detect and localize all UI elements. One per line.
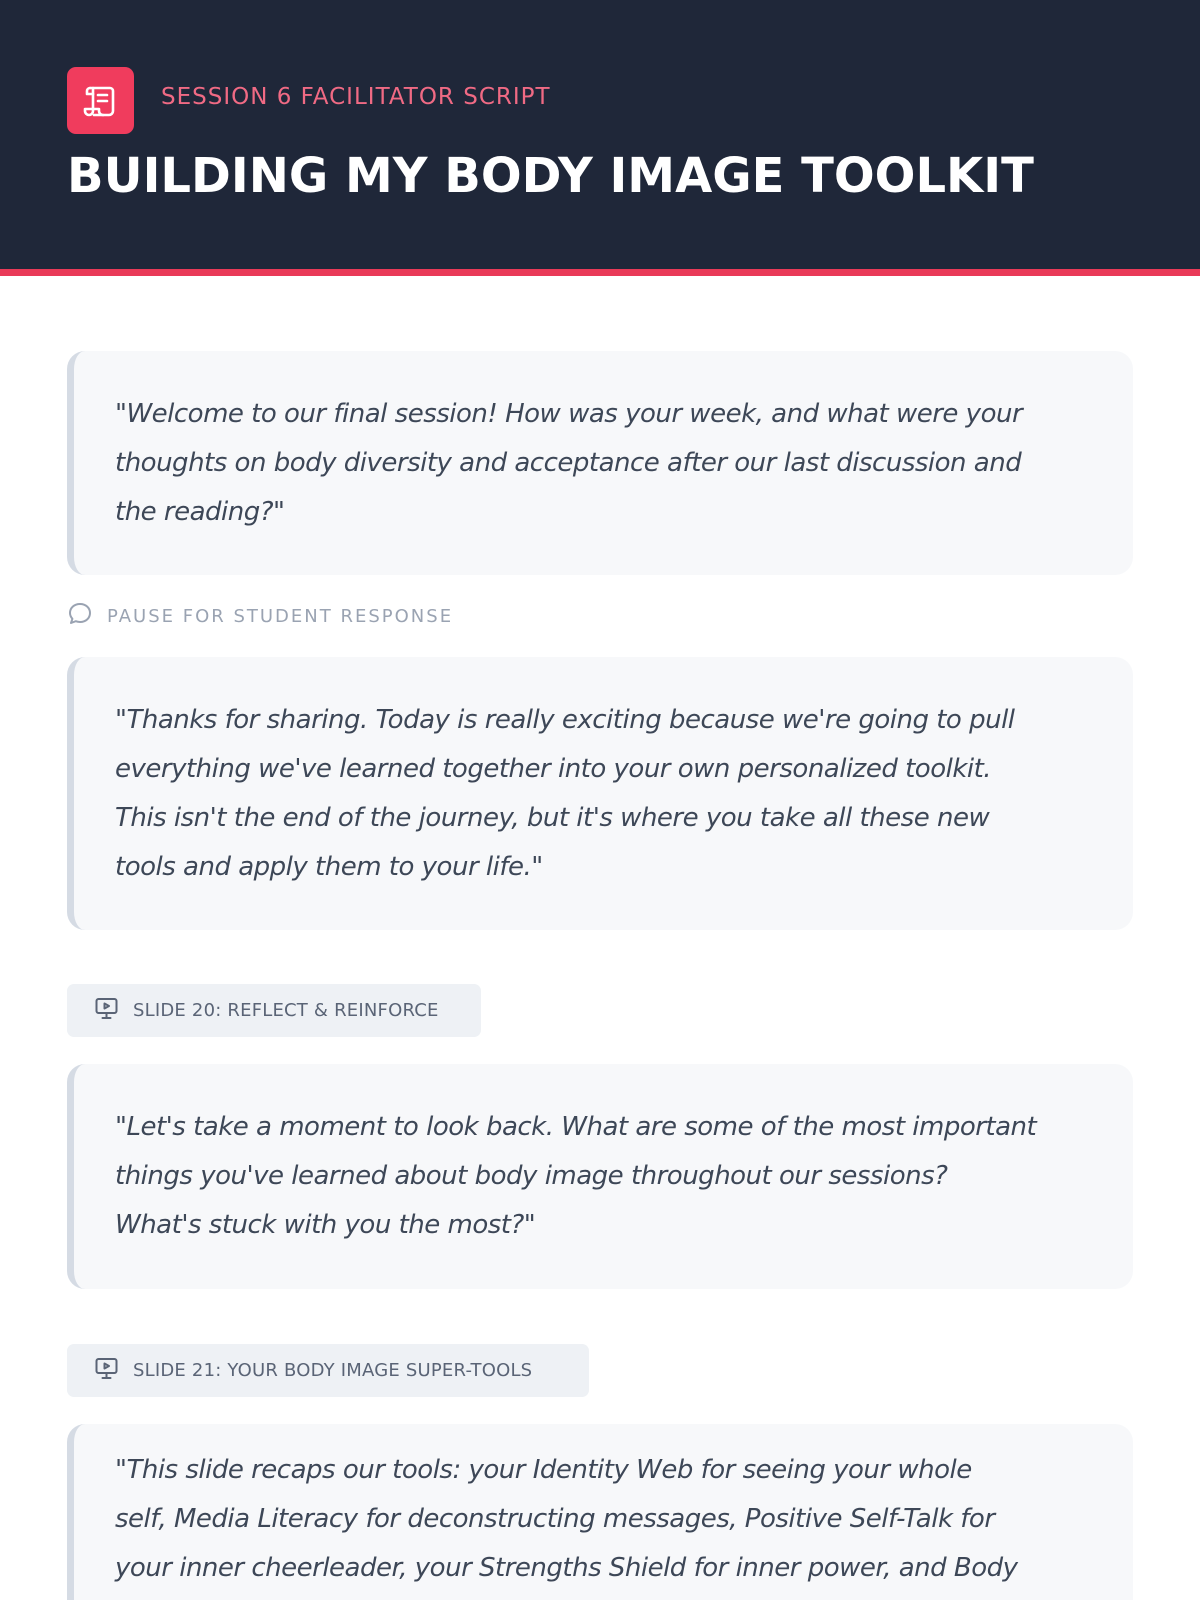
scroll-icon [67,67,134,134]
quote-line: "Thanks for sharing. Today is really exciting because we're going to pull [115,704,1015,735]
presentation-icon [94,1356,119,1385]
page-header [0,0,1200,276]
quote-line: "Let's take a moment to look back. What are some of the most important [115,1112,1037,1142]
script-quote [67,657,1133,930]
quote-line: your inner cheerleader, your Strengths Shield for inner power, and Body [115,1553,1018,1583]
quote-line: self, Media Literacy for deconstructing messages, Positive Self-Talk for [115,1504,995,1534]
quote-line: "Welcome to our final session! How was your week, and what were your [115,398,1023,429]
pause-cue [67,601,453,631]
script-quote [67,1424,1133,1600]
quote-line: This isn't the end of the journey, but it's where you take all these new [115,802,990,833]
quote-text [115,696,1015,892]
slide-tag [67,1344,589,1397]
quote-text [115,1103,1036,1250]
speech-bubble-icon [67,601,93,631]
quote-line: thoughts on body diversity and acceptance after our last discussion and [115,447,1022,478]
script-quote [67,1064,1133,1289]
slide-tag-label: SLIDE 21: YOUR BODY IMAGE SUPER-TOOLS [133,1360,533,1381]
quote-line: the reading?" [115,496,285,527]
slide-tag [67,984,481,1037]
script-quote [67,351,1133,575]
pause-label: PAUSE FOR STUDENT RESPONSE [107,605,454,627]
quote-text [115,1446,1018,1593]
quote-line: What's stuck with you the most?" [115,1210,536,1240]
page-title: BUILDING MY BODY IMAGE TOOLKIT [67,148,1034,204]
quote-line: tools and apply them to your life." [115,851,543,882]
quote-line: "This slide recaps our tools: your Identity Web for seeing your whole [115,1455,972,1485]
quote-text [115,390,1022,537]
quote-line: things you've learned about body image throughout our sessions? [115,1161,948,1191]
presentation-icon [94,996,119,1025]
quote-line: everything we've learned together into your own personalized toolkit. [115,753,992,784]
slide-tag-label: SLIDE 20: REFLECT & REINFORCE [133,1000,439,1021]
session-kicker: SESSION 6 FACILITATOR SCRIPT [161,84,551,110]
